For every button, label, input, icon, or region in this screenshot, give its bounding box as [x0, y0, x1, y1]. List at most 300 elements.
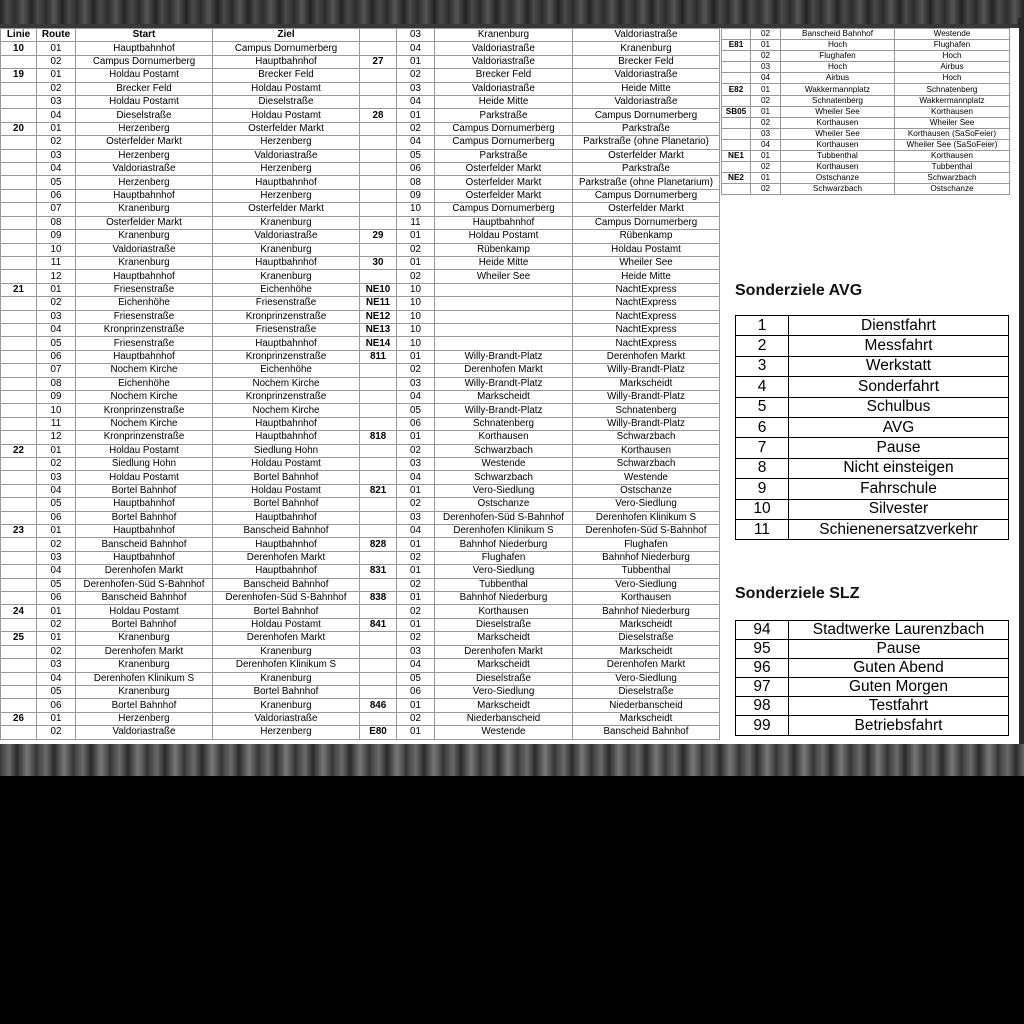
cell-linie: 23 [1, 525, 37, 538]
sonderziel-code: 10 [736, 499, 789, 519]
sonderziel-row [736, 377, 1009, 397]
cell-linie: E82 [722, 84, 751, 95]
timetable-sheet [0, 28, 1019, 745]
cell-route: 04 [397, 659, 435, 672]
table-row [360, 538, 720, 551]
table-row [360, 216, 720, 229]
cell-route: 01 [37, 632, 76, 645]
cell-linie [360, 42, 397, 55]
cell-linie: 841 [360, 618, 397, 631]
cell-ziel: Hauptbahnhof [213, 256, 360, 269]
cell-ziel: Flughafen [895, 40, 1010, 51]
cell-start: Schwarzbach [435, 471, 573, 484]
cell-route: 04 [751, 139, 781, 150]
table-row [722, 84, 1010, 95]
cell-ziel: Valdoriastraße [573, 29, 720, 42]
table-row [360, 498, 720, 511]
cell-start: Kranenburg [76, 203, 213, 216]
cell-start: Korthausen [781, 162, 895, 173]
cell-start: Parkstraße [435, 149, 573, 162]
cell-linie [1, 109, 37, 122]
cell-start: Holdau Postamt [76, 444, 213, 457]
cell-linie: 811 [360, 350, 397, 363]
table-row [1, 350, 360, 363]
cell-start: Hauptbahnhof [76, 551, 213, 564]
table-row [1, 525, 360, 538]
cell-linie [722, 162, 751, 173]
cell-ziel: Schwarzbach [573, 458, 720, 471]
cell-linie [1, 270, 37, 283]
cell-start: Bortel Bahnhof [76, 511, 213, 524]
table-row [1, 323, 360, 336]
cell-start: Kronprinzenstraße [76, 431, 213, 444]
cell-ziel: Flughafen [573, 538, 720, 551]
cell-linie [1, 592, 37, 605]
cell-start: Eichenhöhe [76, 377, 213, 390]
cell-linie [360, 458, 397, 471]
sonderziel-row [736, 316, 1009, 336]
table-row [360, 29, 720, 42]
cell-start: Schnatenberg [781, 95, 895, 106]
cell-ziel: Derenhofen Markt [573, 659, 720, 672]
table-row [1, 632, 360, 645]
cell-start: Dieselstraße [76, 109, 213, 122]
cell-route: 01 [37, 525, 76, 538]
cell-linie [1, 310, 37, 323]
table-row [722, 173, 1010, 184]
cell-linie: E80 [360, 726, 397, 739]
cell-linie [360, 578, 397, 591]
cell-ziel: NachtExpress [573, 337, 720, 350]
cell-linie: SB05 [722, 106, 751, 117]
cell-ziel: Derenhofen Markt [213, 632, 360, 645]
cell-route: 01 [397, 618, 435, 631]
cell-route: 01 [397, 230, 435, 243]
cell-route: 02 [397, 243, 435, 256]
cell-route: 08 [397, 176, 435, 189]
cell-linie: 818 [360, 431, 397, 444]
cell-route: 02 [37, 82, 76, 95]
cell-route: 03 [397, 458, 435, 471]
cell-route: 09 [397, 189, 435, 202]
table-row [1, 444, 360, 457]
table-row [722, 184, 1010, 195]
cell-route: 06 [397, 163, 435, 176]
cell-linie [1, 458, 37, 471]
cell-ziel: Korthausen (SaSoFeier) [895, 128, 1010, 139]
cell-linie [360, 605, 397, 618]
cell-route: 01 [397, 109, 435, 122]
cell-start: Wheiler See [435, 270, 573, 283]
cell-route: 03 [37, 551, 76, 564]
cell-start: Korthausen [435, 431, 573, 444]
table-row [360, 42, 720, 55]
cell-route: 05 [397, 672, 435, 685]
cell-ziel: Markscheidt [573, 712, 720, 725]
route-table-right [721, 28, 1010, 195]
cell-route: 06 [37, 699, 76, 712]
cell-linie [1, 390, 37, 403]
table-row [1, 189, 360, 202]
cell-route: 02 [37, 726, 76, 739]
table-row [360, 310, 720, 323]
cell-linie [360, 243, 397, 256]
cell-start: Hoch [781, 62, 895, 73]
table-row [1, 216, 360, 229]
sonderziel-code: 94 [736, 621, 789, 640]
cell-start: Hauptbahnhof [435, 216, 573, 229]
cell-linie [1, 364, 37, 377]
cell-linie [360, 69, 397, 82]
cell-start: Markscheidt [435, 390, 573, 403]
cell-route: 03 [397, 29, 435, 42]
cell-linie [360, 632, 397, 645]
cell-ziel: Niederbanscheid [573, 699, 720, 712]
cell-route: 01 [37, 122, 76, 135]
table-row [1, 578, 360, 591]
cell-linie [1, 82, 37, 95]
sonderziel-row [736, 519, 1009, 539]
cell-linie [722, 139, 751, 150]
cell-ziel: Vero-Siedlung [573, 498, 720, 511]
cell-start: Bortel Bahnhof [76, 699, 213, 712]
cell-linie: 27 [360, 55, 397, 68]
cell-linie [360, 417, 397, 430]
cell-linie [1, 256, 37, 269]
sonderziel-code: 1 [736, 316, 789, 336]
cell-route: 01 [397, 55, 435, 68]
header-ziel: Ziel [213, 29, 360, 42]
cell-ziel: Willy-Brandt-Platz [573, 364, 720, 377]
table-row [722, 29, 1010, 40]
cell-linie [1, 511, 37, 524]
cell-ziel: Derenhofen Markt [573, 350, 720, 363]
sonderziel-row [736, 458, 1009, 478]
cell-ziel: Kranenburg [213, 216, 360, 229]
sonderziel-row [736, 397, 1009, 417]
cell-start: Hauptbahnhof [76, 42, 213, 55]
table-row [360, 176, 720, 189]
sonderziel-code: 2 [736, 336, 789, 356]
table-row [1, 605, 360, 618]
cell-route: 06 [397, 417, 435, 430]
cell-route: 01 [37, 444, 76, 457]
sonderziel-label: Guten Abend [789, 659, 1009, 678]
cell-linie [1, 243, 37, 256]
cell-route: 10 [37, 243, 76, 256]
cell-linie [1, 578, 37, 591]
cell-route: 01 [751, 40, 781, 51]
cell-linie [360, 377, 397, 390]
cell-route: 10 [397, 203, 435, 216]
cell-start: Heide Mitte [435, 256, 573, 269]
cell-linie [1, 149, 37, 162]
table-row [360, 323, 720, 336]
cell-start: Bahnhof Niederburg [435, 538, 573, 551]
sonderziel-code: 95 [736, 640, 789, 659]
cell-ziel: Tubbenthal [573, 565, 720, 578]
sonderziel-code: 3 [736, 356, 789, 376]
cell-route: 05 [37, 685, 76, 698]
table-row [360, 672, 720, 685]
cell-route: 05 [37, 498, 76, 511]
cell-route: 02 [37, 55, 76, 68]
cell-start: Valdoriastraße [76, 726, 213, 739]
cell-start: Derenhofen-Süd S-Bahnhof [76, 578, 213, 591]
cell-route: 01 [397, 350, 435, 363]
sonderziel-label: Schulbus [789, 397, 1009, 417]
table-row [1, 471, 360, 484]
cell-ziel: Kronprinzenstraße [213, 310, 360, 323]
cell-linie [1, 538, 37, 551]
cell-start: Kranenburg [76, 659, 213, 672]
cell-start: Kranenburg [76, 256, 213, 269]
cell-start: Wheiler See [781, 128, 895, 139]
cell-route: 08 [37, 377, 76, 390]
cell-start: Wakkermannplatz [781, 84, 895, 95]
cell-ziel: Parkstraße [573, 163, 720, 176]
cell-route: 01 [37, 42, 76, 55]
table-row [360, 189, 720, 202]
cell-ziel: Bahnhof Niederburg [573, 605, 720, 618]
sonderziel-label: Sonderfahrt [789, 377, 1009, 397]
table-row [360, 230, 720, 243]
cell-route: 06 [37, 350, 76, 363]
table-row [360, 82, 720, 95]
cell-start: Osterfelder Markt [76, 216, 213, 229]
cell-linie [1, 565, 37, 578]
cell-ziel: Schnatenberg [895, 84, 1010, 95]
cell-linie [360, 122, 397, 135]
cell-start: Osterfelder Markt [435, 176, 573, 189]
cell-start: Eichenhöhe [76, 297, 213, 310]
cell-ziel: Korthausen [895, 151, 1010, 162]
header-route: Route [37, 29, 76, 42]
cell-start: Derenhofen Klinikum S [435, 525, 573, 538]
cell-route: 01 [37, 605, 76, 618]
cell-linie: 30 [360, 256, 397, 269]
cell-start: Valdoriastraße [435, 82, 573, 95]
cell-ziel: Schwarzbach [573, 431, 720, 444]
cell-route: 06 [397, 685, 435, 698]
table-row [360, 511, 720, 524]
cell-ziel: Bortel Bahnhof [213, 471, 360, 484]
cell-start: Derenhofen Markt [435, 645, 573, 658]
cell-ziel: Derenhofen-Süd S-Bahnhof [573, 525, 720, 538]
table-row [360, 565, 720, 578]
cell-route: 02 [397, 498, 435, 511]
cell-linie: 24 [1, 605, 37, 618]
table-row [1, 163, 360, 176]
cell-ziel: Herzenberg [213, 163, 360, 176]
cell-ziel: Korthausen [573, 444, 720, 457]
cell-start: Herzenberg [76, 712, 213, 725]
cell-linie: 838 [360, 592, 397, 605]
table-row [360, 431, 720, 444]
sonderziel-label: Schienenersatzverkehr [789, 519, 1009, 539]
cell-route: 03 [37, 96, 76, 109]
table-row [360, 404, 720, 417]
cell-route: 04 [37, 565, 76, 578]
cell-ziel: Holdau Postamt [213, 618, 360, 631]
table-row [1, 270, 360, 283]
table-row [1, 297, 360, 310]
table-row [722, 73, 1010, 84]
table-row [360, 618, 720, 631]
cell-route: 01 [397, 431, 435, 444]
cell-linie: NE13 [360, 323, 397, 336]
cell-start: Siedlung Hohn [76, 458, 213, 471]
cell-ziel: Hoch [895, 51, 1010, 62]
cell-ziel: Ostschanze [895, 184, 1010, 195]
cell-route: 02 [751, 117, 781, 128]
sonderziele-slz-title: Sonderziele SLZ [735, 585, 860, 602]
sonderziel-row [736, 499, 1009, 519]
cell-start: Derenhofen Markt [76, 645, 213, 658]
cell-linie: NE14 [360, 337, 397, 350]
sonderziel-row [736, 621, 1009, 640]
table-row [1, 136, 360, 149]
cell-route: 10 [397, 283, 435, 296]
table-row [1, 511, 360, 524]
cell-start: Campus Dornumerberg [435, 136, 573, 149]
cell-linie [360, 136, 397, 149]
cell-start [435, 283, 573, 296]
cell-start: Friesenstraße [76, 337, 213, 350]
table-row [360, 96, 720, 109]
cell-ziel: Schnatenberg [573, 404, 720, 417]
sonderziel-row [736, 438, 1009, 458]
cell-linie [1, 685, 37, 698]
table-row [722, 106, 1010, 117]
cell-ziel: Dieselstraße [573, 685, 720, 698]
table-row [1, 42, 360, 55]
cell-start: Willy-Brandt-Platz [435, 350, 573, 363]
table-row [1, 726, 360, 739]
cell-linie [1, 297, 37, 310]
cell-ziel: Tubbenthal [895, 162, 1010, 173]
route-table-middle [359, 28, 720, 740]
table-row [1, 699, 360, 712]
cell-start: Hoch [781, 40, 895, 51]
cell-start: Airbus [781, 73, 895, 84]
cell-linie: 828 [360, 538, 397, 551]
sonderziel-row [736, 716, 1009, 735]
cell-route: 03 [37, 659, 76, 672]
cell-linie [1, 350, 37, 363]
cell-start: Kronprinzenstraße [76, 404, 213, 417]
cell-linie [1, 618, 37, 631]
table-row [722, 151, 1010, 162]
cell-route: 02 [397, 69, 435, 82]
cell-linie [1, 404, 37, 417]
cell-route: 05 [397, 404, 435, 417]
table-row [360, 270, 720, 283]
cell-ziel: Osterfelder Markt [213, 203, 360, 216]
sonderziel-code: 98 [736, 697, 789, 716]
sonderziel-row [736, 697, 1009, 716]
sonderziele-slz-table [735, 620, 1009, 736]
cell-ziel: Bortel Bahnhof [213, 498, 360, 511]
cell-start: Schwarzbach [435, 444, 573, 457]
cell-start: Banscheid Bahnhof [76, 592, 213, 605]
cell-start: Brecker Feld [76, 82, 213, 95]
cell-ziel: Ostschanze [573, 484, 720, 497]
table-row [1, 685, 360, 698]
sonderziele-avg-table [735, 315, 1009, 540]
cell-route: 01 [397, 699, 435, 712]
table-row [360, 632, 720, 645]
cell-ziel: Osterfelder Markt [573, 149, 720, 162]
cell-ziel: Campus Dornumerberg [573, 109, 720, 122]
cell-route: 04 [397, 96, 435, 109]
cell-route: 11 [397, 216, 435, 229]
cell-route: 02 [397, 605, 435, 618]
cell-linie: 29 [360, 230, 397, 243]
table-row [1, 310, 360, 323]
cell-ziel: Kranenburg [213, 645, 360, 658]
cell-route: 01 [397, 538, 435, 551]
cell-ziel: Wheiler See [895, 117, 1010, 128]
cell-route: 02 [751, 184, 781, 195]
cell-linie: 21 [1, 283, 37, 296]
cell-linie [360, 511, 397, 524]
cell-ziel: Hoch [895, 73, 1010, 84]
cell-linie [1, 726, 37, 739]
cell-route: 04 [37, 323, 76, 336]
cell-start: Parkstraße [435, 109, 573, 122]
cell-ziel: Holdau Postamt [213, 458, 360, 471]
table-row [722, 128, 1010, 139]
cell-ziel: NachtExpress [573, 283, 720, 296]
cell-route: 02 [397, 444, 435, 457]
table-row [360, 337, 720, 350]
sonderziel-code: 97 [736, 678, 789, 697]
table-row [360, 685, 720, 698]
cell-linie [360, 471, 397, 484]
cell-ziel: Valdoriastraße [213, 149, 360, 162]
cell-linie [1, 699, 37, 712]
cell-route: 02 [397, 364, 435, 377]
table-row [1, 176, 360, 189]
cell-linie [1, 216, 37, 229]
cell-route: 06 [37, 189, 76, 202]
cell-linie: 821 [360, 484, 397, 497]
cell-start: Korthausen [435, 605, 573, 618]
sonderziel-label: Stadtwerke Laurenzbach [789, 621, 1009, 640]
cell-linie [360, 712, 397, 725]
table-row [1, 672, 360, 685]
cell-ziel: Friesenstraße [213, 323, 360, 336]
cell-start: Banscheid Bahnhof [76, 538, 213, 551]
cell-start: Brecker Feld [435, 69, 573, 82]
cell-ziel: Campus Dornumerberg [213, 42, 360, 55]
cell-route: 06 [37, 511, 76, 524]
sonderziel-label: Pause [789, 640, 1009, 659]
cell-route: 02 [751, 51, 781, 62]
cell-start: Holdau Postamt [76, 96, 213, 109]
cell-linie: NE1 [722, 151, 751, 162]
cell-route: 05 [37, 337, 76, 350]
cell-ziel: Korthausen [573, 592, 720, 605]
table-row [1, 122, 360, 135]
cell-linie [360, 444, 397, 457]
table-row [360, 243, 720, 256]
cell-ziel: Hauptbahnhof [213, 176, 360, 189]
cell-linie [1, 498, 37, 511]
table-row [360, 525, 720, 538]
cell-start [435, 323, 573, 336]
